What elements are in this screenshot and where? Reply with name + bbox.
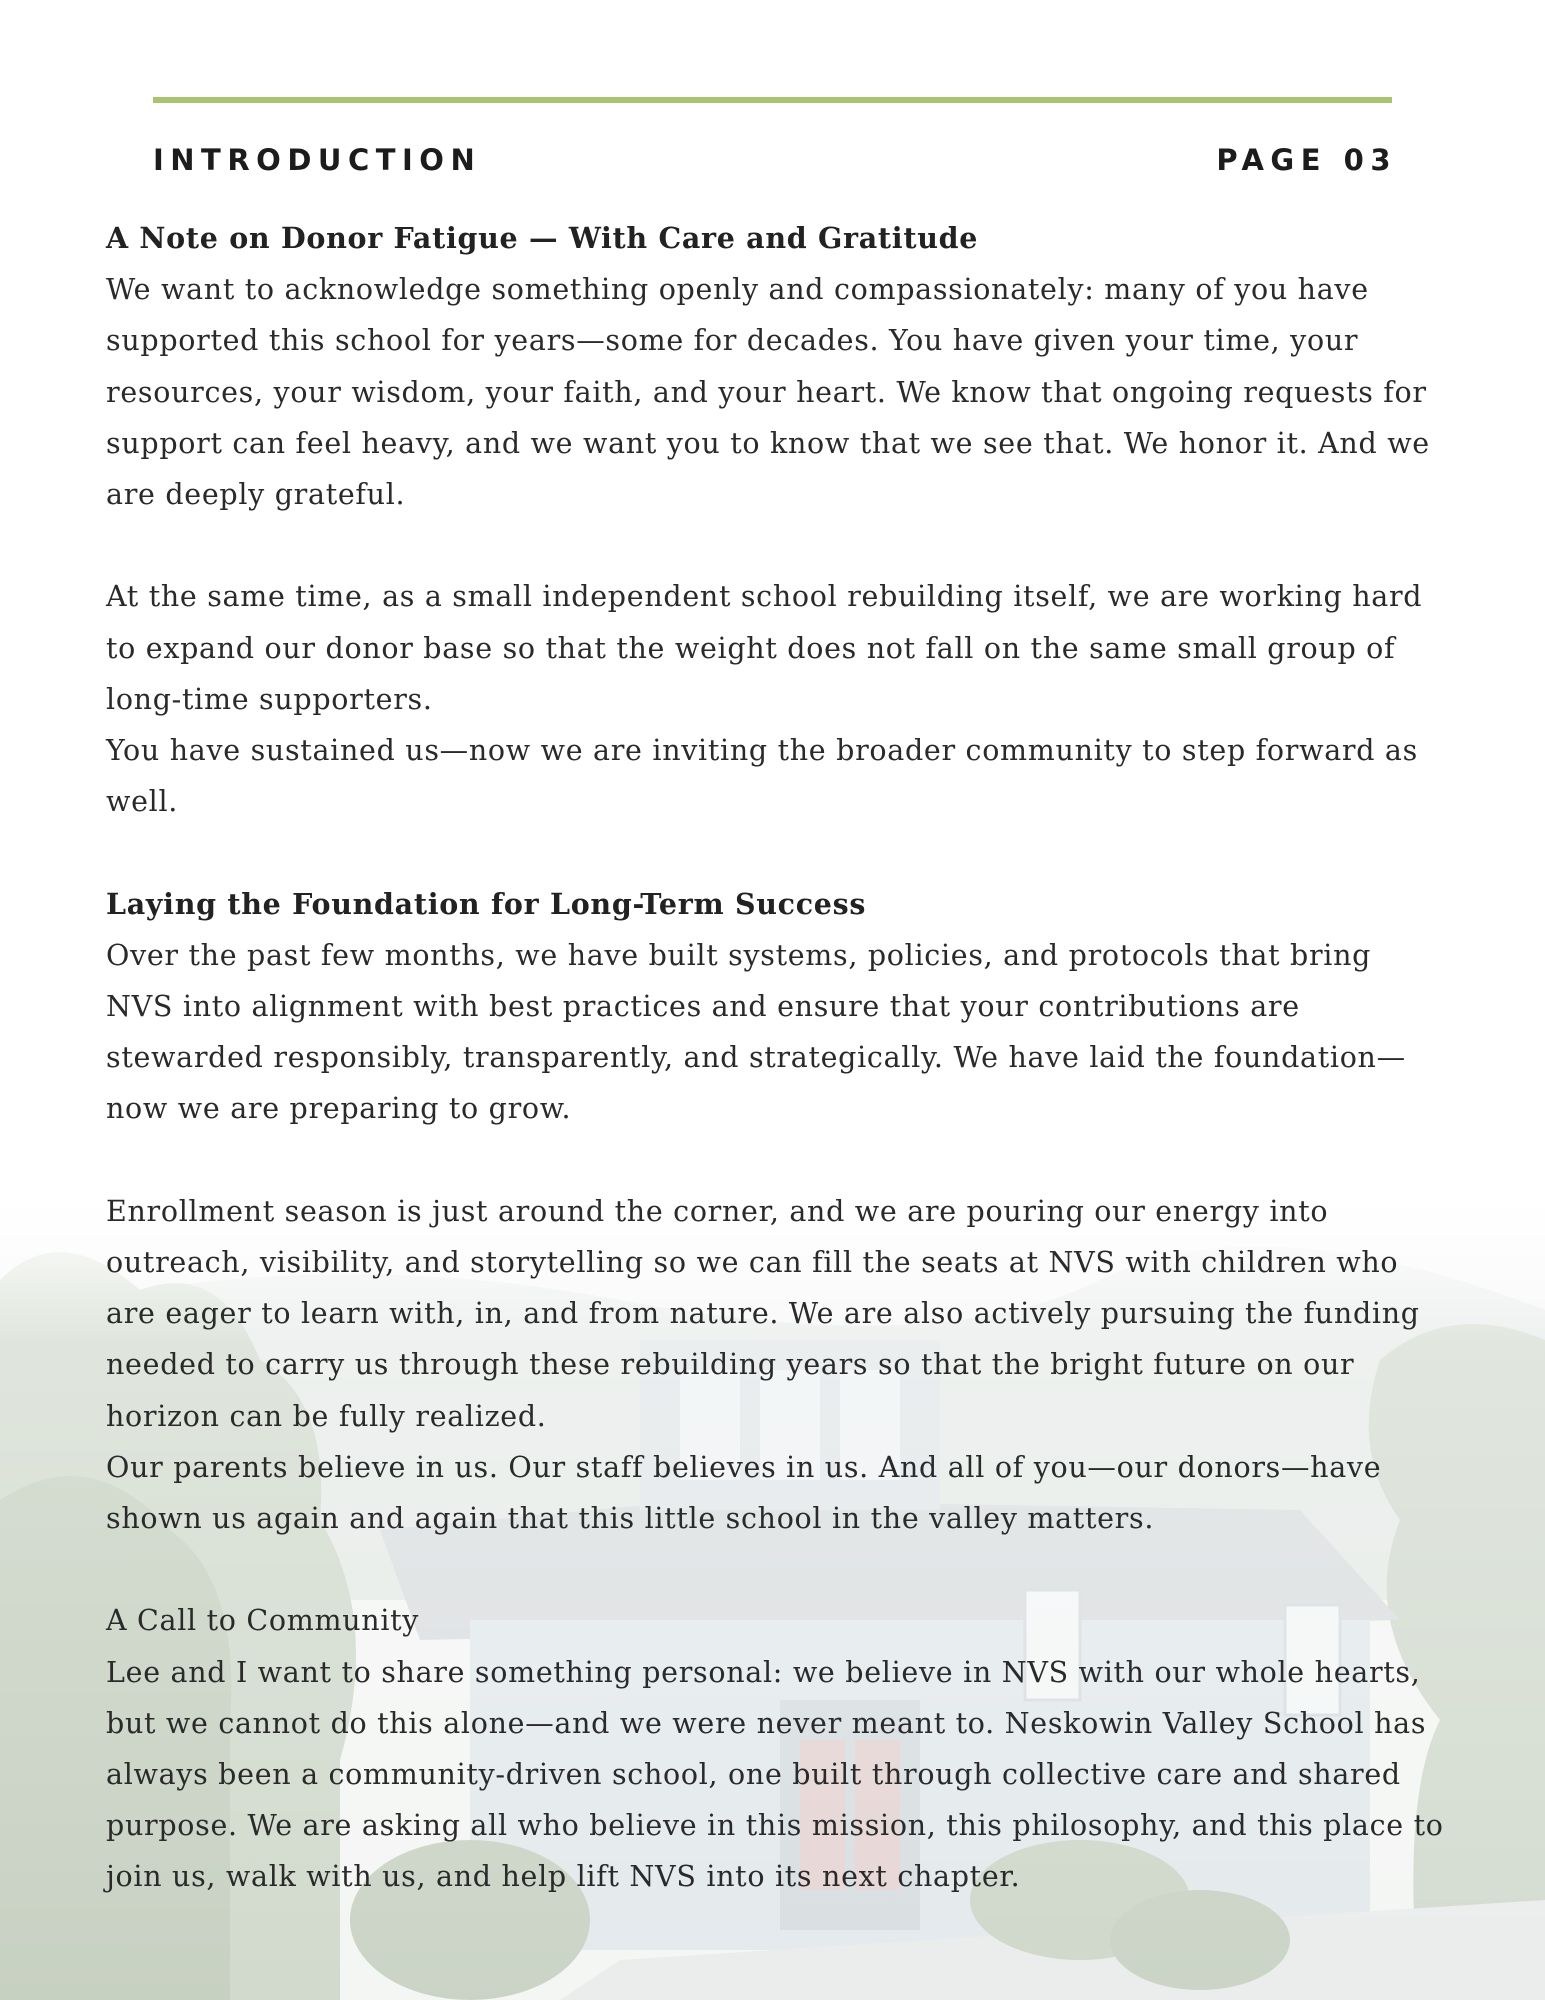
paragraph: At the same time, as a small independent school rebuilding itself, we are working hard to expand our donor base so that the weight does not fall on the same small group of long-time supporters.	[106, 580, 1423, 716]
paragraph: Enrollment season is just around the corner, and we are pouring our energy into outreach, visibility, and storytelling so we can fill the seats at NVS with children who are eager to learn with, in, and from nature. We are also actively pursuing the funding needed to carry us through these rebuilding years so that the bright future on our horizon can be fully realized.	[106, 1194, 1420, 1433]
header-accent-rule	[153, 97, 1392, 103]
section-heading: Laying the Foundation for Long-Term Success	[106, 886, 867, 921]
section-label: INTRODUCTION	[153, 143, 482, 177]
paragraph: Over the past few months, we have built systems, policies, and protocols that bring NVS into alignment with best practices and ensure that your contributions are stewarded responsibly, transparently, and strategically. We have laid the foundation—now we are preparing to grow.	[106, 938, 1406, 1126]
paragraph: We want to acknowledge something openly and compassionately: many of you have supported this school for years—some for decades. You have given your time, your resources, your wisdom, your faith, and your heart. We know that ongoing requests for support can feel heavy, and we want you to know that we see that. We honor it. And we are deeply grateful.	[106, 273, 1430, 512]
section-heading: A Note on Donor Fatigue — With Care and Gratitude	[106, 221, 979, 255]
section-heading: A Call to Community	[106, 1604, 420, 1638]
paragraph: Our parents believe in us. Our staff believes in us. And all of you—our donors—have shown us again and again that this little school in the valley matters.	[106, 1450, 1382, 1536]
page-body	[106, 213, 1446, 1903]
page-number: PAGE 03	[1216, 143, 1397, 177]
paragraph: You have sustained us—now we are inviting the broader community to step forward as well.	[106, 734, 1418, 819]
paragraph: Lee and I want to share something personal: we believe in NVS with our whole hearts, but we cannot do this alone—and we were never meant to. Neskowin Valley School has always been a community-driven school, one built through collective care and shared purpose. We are asking all who believe in this mission, this philosophy, and this place to join us, walk with us, and help lift NVS into its next chapter.	[106, 1655, 1444, 1894]
